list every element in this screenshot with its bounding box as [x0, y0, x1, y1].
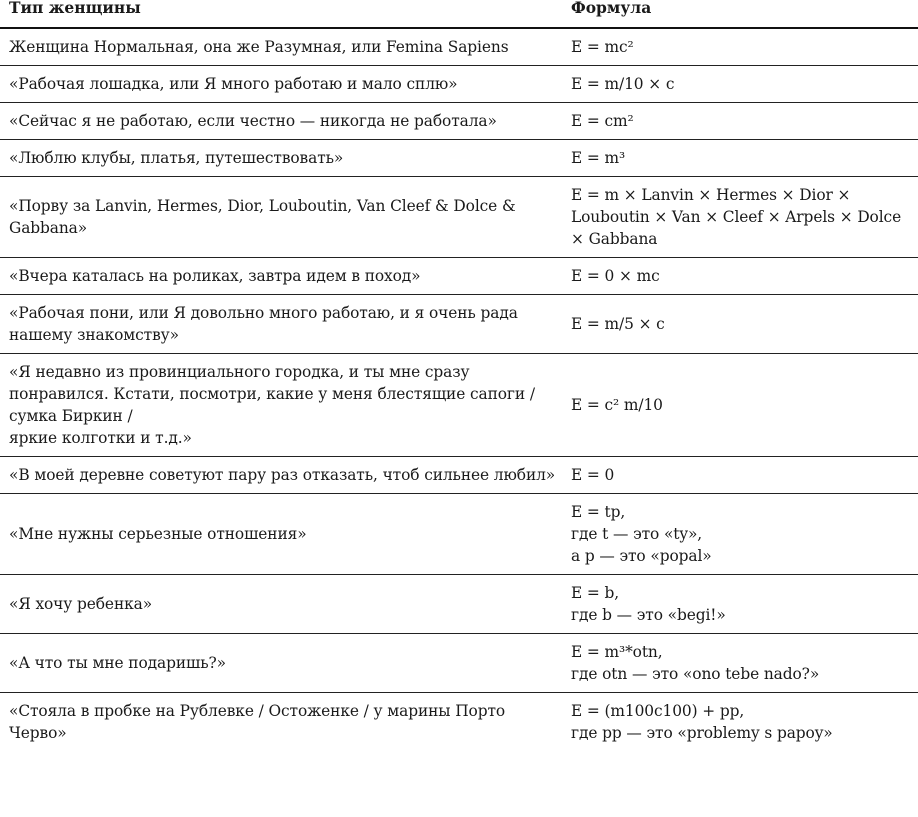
table-row	[0, 177, 918, 258]
woman-type-cell: «Порву за Lanvin, Hermes, Dior, Louboutin, Van Cleef & Dolce & Gabbana»	[0, 177, 562, 258]
table-row	[0, 140, 918, 177]
table-row	[0, 354, 918, 457]
table-row	[0, 693, 918, 752]
formula-cell: E = 0	[562, 457, 918, 494]
formula-cell: E = 0 × mc	[562, 258, 918, 295]
header-woman-type: Тип женщины	[0, 0, 562, 28]
formula-cell: E = m/10 × c	[562, 66, 918, 103]
table-row	[0, 28, 918, 66]
woman-type-cell: «Стояла в пробке на Рублевке / Остоженке / у марины Порто Черво»	[9, 702, 506, 742]
table-header-row	[0, 0, 918, 28]
woman-type-cell: «Я недавно из провинциального городка, и ты мне сразу понравился. Кстати, посмотри, какие у меня блестящие сапоги / сумка Биркин / яркие колготки и т.д.»	[0, 354, 562, 457]
formula-cell: E = m × Lanvin × Hermes × Dior × Louboutin × Van × Cleef × Arpels × Dolce × Gabbana	[562, 177, 918, 258]
woman-type-cell: «Рабочая лошадка, или Я много работаю и мало сплю»	[0, 66, 562, 103]
formula-cell: E = c² m/10	[562, 354, 918, 457]
woman-type-cell: «Люблю клубы, платья, путешествовать»	[0, 140, 562, 177]
woman-type-cell: «Вчера каталась на роликах, завтра идем в поход»	[0, 258, 562, 295]
table-row	[0, 295, 918, 354]
woman-type-cell: «Сейчас я не работаю, если честно — никогда не работала»	[0, 103, 562, 140]
formula-cell: E = cm²	[562, 103, 918, 140]
woman-type-cell: «А что ты мне подаришь?»	[0, 634, 562, 693]
table-row	[0, 634, 918, 693]
table-row	[0, 575, 918, 634]
woman-type-cell: «В моей деревне советуют пару раз отказать, чтоб сильнее любил»	[0, 457, 562, 494]
formula-cell: E = (m100c100) + pp, где pp — это «problemy s papoy»	[571, 702, 833, 742]
table-row	[0, 66, 918, 103]
table-row	[0, 457, 918, 494]
woman-type-cell: Женщина Нормальная, она же Разумная, или Femina Sapiens	[0, 28, 562, 66]
table-row	[0, 494, 918, 575]
formula-cell: E = mc²	[562, 28, 918, 66]
formula-cell: E = b, где b — это «begi!»	[562, 575, 918, 634]
header-formula: Формула	[562, 0, 918, 28]
woman-type-cell: «Рабочая пони, или Я довольно много работаю, и я очень рада нашему знакомству»	[0, 295, 562, 354]
formula-cell: E = m³	[562, 140, 918, 177]
formula-cell: E = m³*otn, где otn — это «ono tebe nado?»	[562, 634, 918, 693]
woman-type-cell: «Мне нужны серьезные отношения»	[0, 494, 562, 575]
table-row	[0, 103, 918, 140]
woman-type-cell: «Я хочу ребенка»	[0, 575, 562, 634]
table-body	[0, 28, 918, 751]
formula-cell: E = tp, где t — это «ty», а p — это «popal»	[562, 494, 918, 575]
table-row	[0, 258, 918, 295]
formula-cell: E = m/5 × c	[562, 295, 918, 354]
